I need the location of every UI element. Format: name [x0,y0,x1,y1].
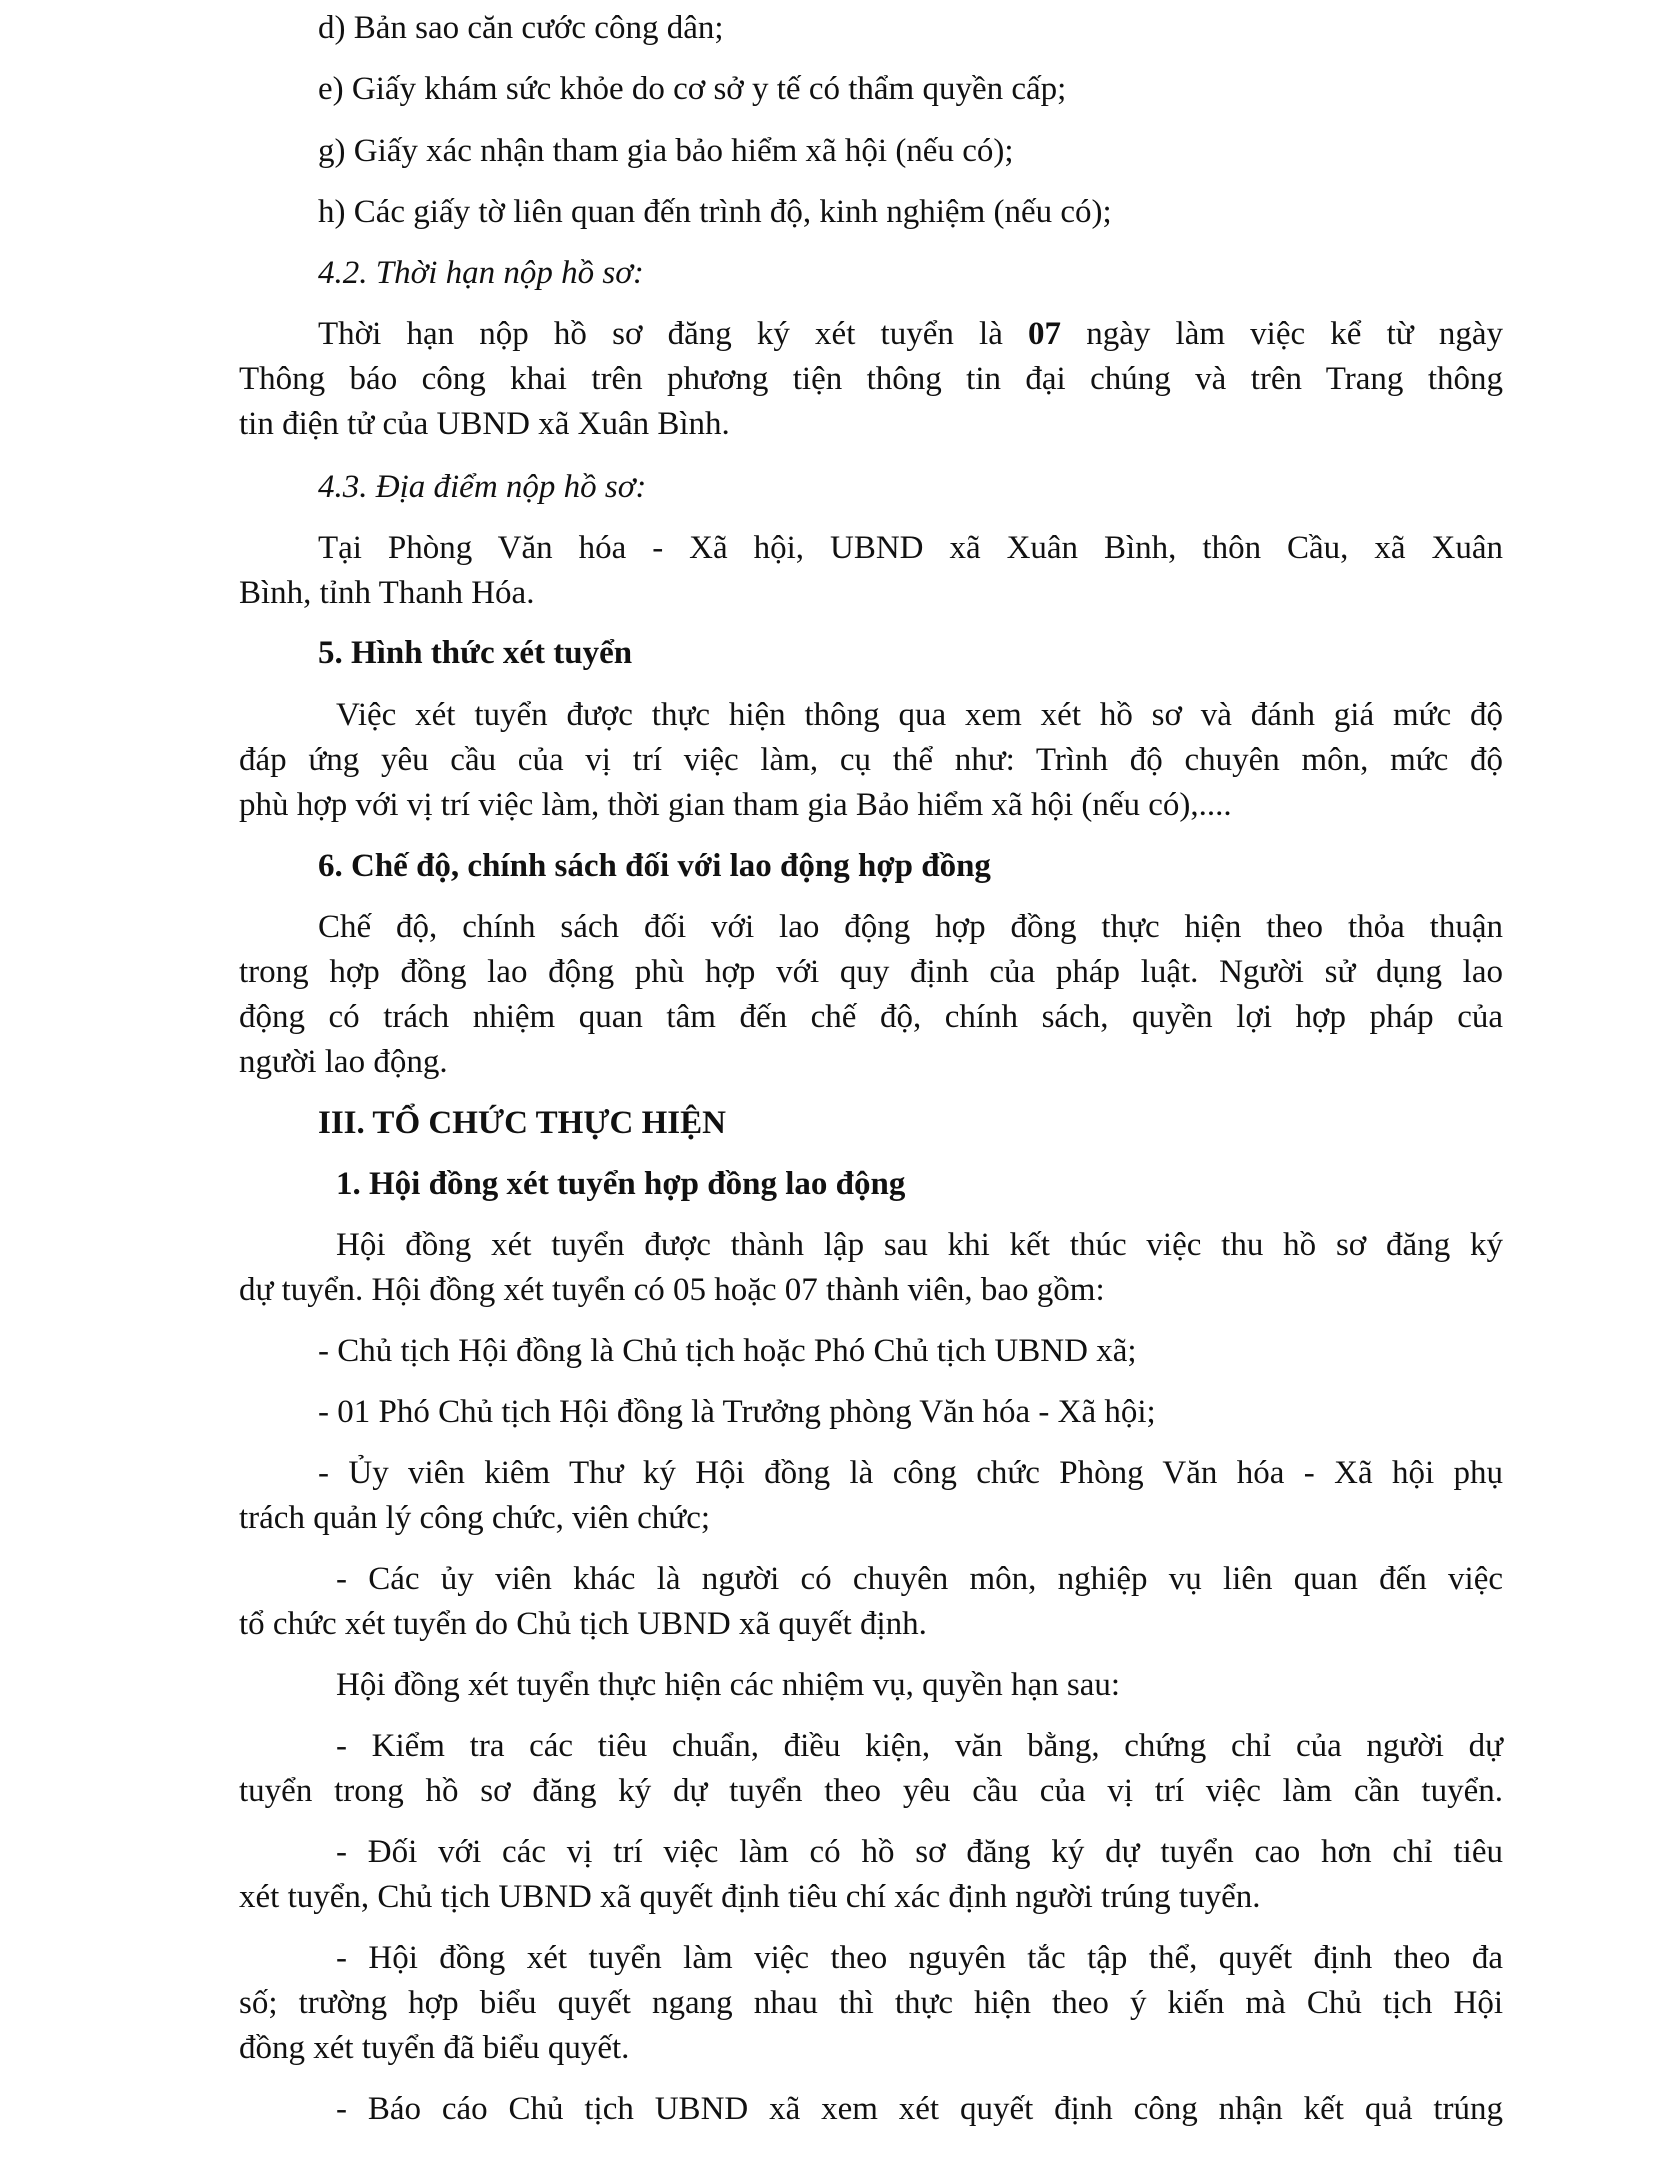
duty-item: - Kiểm tra các tiêu chuẩn, điều kiện, văn bằng, chứng chỉ của người dự [336,1728,1503,1764]
member-item: - 01 Phó Chủ tịch Hội đồng là Trưởng phòng Văn hóa - Xã hội; [318,1394,1156,1430]
list-item-h: h) Các giấy tờ liên quan đến trình độ, kinh nghiệm (nếu có); [318,194,1112,230]
list-item-d: d) Bản sao căn cước công dân; [318,10,724,46]
member-item-continued: tổ chức xét tuyển do Chủ tịch UBND xã quyết định. [239,1606,927,1642]
duties-intro: Hội đồng xét tuyển thực hiện các nhiệm vụ, quyền hạn sau: [336,1667,1121,1703]
part-iii-heading: III. TỔ CHỨC THỰC HIỆN [318,1105,726,1141]
paragraph-line: Chế độ, chính sách đối với lao động hợp đồng thực hiện theo thỏa thuận [318,909,1503,945]
paragraph-line: phù hợp với vị trí việc làm, thời gian tham gia Bảo hiểm xã hội (nếu có),.... [239,787,1232,823]
duty-item-continued: xét tuyển, Chủ tịch UBND xã quyết định tiêu chí xác định người trúng tuyển. [239,1879,1261,1915]
section-5-heading: 5. Hình thức xét tuyển [318,635,633,671]
paragraph-line: Thông báo công khai trên phương tiện thông tin đại chúng và trên Trang thông [239,361,1503,397]
duty-item: - Hội đồng xét tuyển làm việc theo nguyên tắc tập thể, quyết định theo đa [336,1940,1503,1976]
section-4-2-heading: 4.2. Thời hạn nộp hồ sơ: [318,255,644,291]
duty-item: - Báo cáo Chủ tịch UBND xã xem xét quyết định công nhận kết quả trúng [336,2091,1503,2127]
member-item: - Chủ tịch Hội đồng là Chủ tịch hoặc Phó Chủ tịch UBND xã; [318,1333,1137,1369]
duty-item-continued: tuyển trong hồ sơ đăng ký dự tuyển theo yêu cầu của vị trí việc làm cần tuyển. [239,1773,1503,1809]
section-iii-1-heading: 1. Hội đồng xét tuyển hợp đồng lao động [336,1166,906,1202]
member-item: - Ủy viên kiêm Thư ký Hội đồng là công chức Phòng Văn hóa - Xã hội phụ [318,1455,1503,1491]
paragraph-line: người lao động. [239,1044,448,1080]
duty-item-continued: đồng xét tuyển đã biểu quyết. [239,2030,630,2066]
member-item-continued: trách quản lý công chức, viên chức; [239,1500,711,1536]
paragraph-line: dự tuyển. Hội đồng xét tuyển có 05 hoặc 07 thành viên, bao gồm: [239,1272,1105,1308]
section-6-heading: 6. Chế độ, chính sách đối với lao động hợp đồng [318,848,991,884]
paragraph-line: động có trách nhiệm quan tâm đến chế độ, chính sách, quyền lợi hợp pháp của [239,999,1503,1035]
paragraph-line: Tại Phòng Văn hóa - Xã hội, UBND xã Xuân Bình, thôn Cầu, xã Xuân [318,530,1503,566]
paragraph-line: tin điện tử của UBND xã Xuân Bình. [239,406,730,442]
paragraph-line [318,312,1503,356]
bold-number: 07 [1028,316,1062,352]
paragraph-line: đáp ứng yêu cầu của vị trí việc làm, cụ thể như: Trình độ chuyên môn, mức độ [239,742,1503,778]
text-run: ngày làm việc kể từ ngày [1061,316,1503,352]
text-run: Thời hạn nộp hồ sơ đăng ký xét tuyển là [318,316,1029,352]
member-item: - Các ủy viên khác là người có chuyên môn, nghiệp vụ liên quan đến việc [336,1561,1503,1597]
duty-item-continued: số; trường hợp biểu quyết ngang nhau thì thực hiện theo ý kiến mà Chủ tịch Hội [239,1985,1503,2021]
paragraph-line: Hội đồng xét tuyển được thành lập sau khi kết thúc việc thu hồ sơ đăng ký [336,1227,1503,1263]
duty-item: - Đối với các vị trí việc làm có hồ sơ đăng ký dự tuyển cao hơn chỉ tiêu [336,1834,1503,1870]
section-4-3-heading: 4.3. Địa điểm nộp hồ sơ: [318,469,647,505]
list-item-e: e) Giấy khám sức khỏe do cơ sở y tế có thẩm quyền cấp; [318,71,1067,107]
paragraph-line: Bình, tỉnh Thanh Hóa. [239,575,535,611]
paragraph-line: trong hợp đồng lao động phù hợp với quy định của pháp luật. Người sử dụng lao [239,954,1503,990]
list-item-g: g) Giấy xác nhận tham gia bảo hiểm xã hội (nếu có); [318,133,1014,169]
paragraph-line: Việc xét tuyển được thực hiện thông qua xem xét hồ sơ và đánh giá mức độ [336,697,1503,733]
